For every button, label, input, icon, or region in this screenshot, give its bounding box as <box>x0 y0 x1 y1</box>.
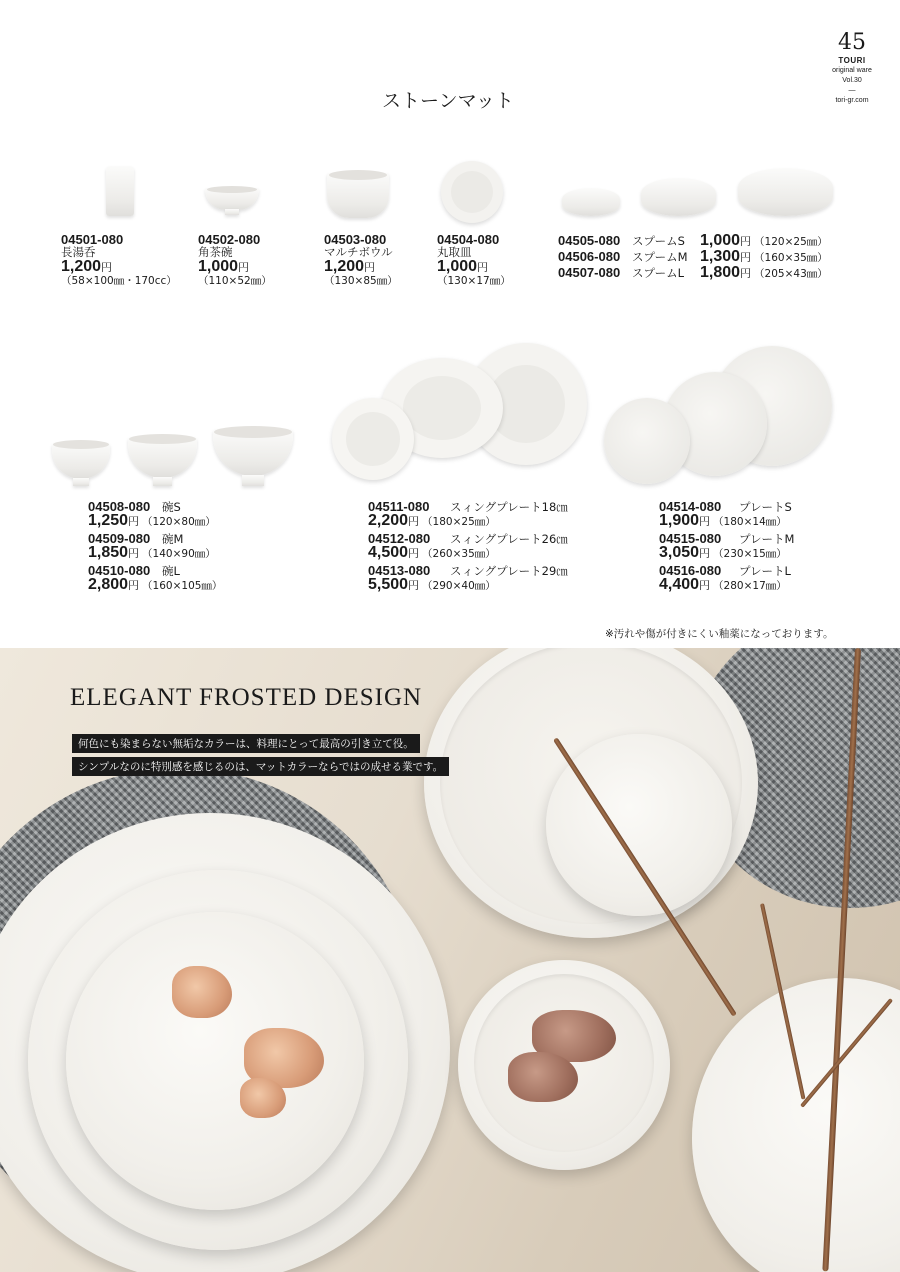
yen-label: 円 <box>740 235 752 248</box>
product-price: 1,000 <box>700 232 741 249</box>
yen-label: 円 <box>699 579 711 592</box>
product-name: プレートM <box>739 532 795 546</box>
product-price: 2,200 <box>368 512 409 529</box>
product-size: （260×35㎜） <box>422 548 496 560</box>
product-price: 1,200 <box>61 258 102 275</box>
product-code: 04501-080 <box>61 232 124 247</box>
product-price: 4,500 <box>368 544 409 561</box>
product-size: （58×100㎜・170cc） <box>61 275 177 287</box>
list-item <box>558 234 828 249</box>
bowl-s-image <box>52 440 110 486</box>
spoom-m-image <box>641 178 716 216</box>
product-name: プレートL <box>739 564 791 578</box>
brand-website: tori-gr.com <box>835 97 869 104</box>
product-size: （130×85㎜） <box>324 275 398 287</box>
yen-label: 円 <box>364 261 376 274</box>
yen-label: 円 <box>477 261 489 274</box>
product-code: 04509-080 <box>88 531 151 546</box>
sweet-3 <box>240 1078 286 1118</box>
yen-label: 円 <box>408 579 420 592</box>
plate-list <box>659 500 794 593</box>
product-size: （120×80㎜） <box>142 516 216 528</box>
product-name: 角茶碗 <box>198 245 233 259</box>
product-price: 3,050 <box>659 544 700 561</box>
brand-dash: — <box>848 87 856 94</box>
product-size: （120×25㎜） <box>754 236 828 248</box>
product-size: （180×25㎜） <box>422 516 496 528</box>
sweet-5 <box>508 1052 578 1102</box>
product-04502 <box>198 233 272 288</box>
product-price: 1,250 <box>88 512 129 529</box>
multi-bowl-image <box>327 170 389 218</box>
product-code: 04506-080 <box>558 249 621 264</box>
product-price: 1,800 <box>700 264 741 281</box>
yen-label: 円 <box>699 547 711 560</box>
product-size: （160×105㎜） <box>142 580 223 592</box>
spoom-list <box>558 234 828 281</box>
yen-label: 円 <box>740 251 752 264</box>
photo-caption-1: 何色にも染まらない無垢なカラーは、料理にとって最高の引き立て役。 <box>72 734 420 753</box>
product-name: スィングプレート26㎝ <box>450 532 568 546</box>
product-name: スプームL <box>632 266 685 280</box>
glaze-note: ※汚れや傷が付きにくい釉薬になっております。 <box>605 628 834 640</box>
product-code: 04504-080 <box>437 232 500 247</box>
product-size: （205×43㎜） <box>754 268 828 280</box>
product-price: 1,000 <box>198 258 239 275</box>
product-04503 <box>324 233 398 288</box>
yen-label: 円 <box>408 515 420 528</box>
page-number: 45 <box>838 30 866 55</box>
brand-subtitle: original ware <box>832 67 872 74</box>
bowl-m-image <box>128 434 197 486</box>
spoom-s-image <box>562 188 620 216</box>
product-price: 1,300 <box>700 248 741 265</box>
product-size: （230×15㎜） <box>713 548 787 560</box>
product-price: 1,900 <box>659 512 700 529</box>
yen-label: 円 <box>128 515 140 528</box>
bowl-l-image <box>213 426 293 486</box>
list-item-price <box>659 514 794 529</box>
product-price: 1,000 <box>437 258 478 275</box>
product-code: 04512-080 <box>368 531 431 546</box>
product-name: マルチボウル <box>324 245 393 259</box>
product-code: 04505-080 <box>558 233 621 248</box>
product-name: 長湯呑 <box>61 245 96 259</box>
product-price: 1,200 <box>324 258 365 275</box>
product-size: （130×17㎜） <box>437 275 511 287</box>
product-size: （110×52㎜） <box>198 275 272 287</box>
yen-label: 円 <box>740 267 752 280</box>
small-dish <box>546 734 732 916</box>
cup-image <box>106 166 134 216</box>
product-price: 4,400 <box>659 576 700 593</box>
list-item-price <box>88 514 222 529</box>
bowl-list <box>88 500 222 593</box>
spoom-l-image <box>738 168 833 216</box>
product-code: 04503-080 <box>324 232 387 247</box>
product-code: 04516-080 <box>659 563 722 578</box>
list-item-price <box>659 546 794 561</box>
product-code: 04513-080 <box>368 563 431 578</box>
yen-label: 円 <box>128 547 140 560</box>
product-code: 04510-080 <box>88 563 151 578</box>
product-name: スィングプレート29㎝ <box>450 564 568 578</box>
product-name: 碗M <box>162 532 184 546</box>
product-code: 04514-080 <box>659 499 722 514</box>
product-name: スプームS <box>632 234 685 248</box>
square-bowl-image <box>205 186 259 216</box>
list-item <box>558 250 828 265</box>
list-item <box>558 266 828 281</box>
product-code: 04502-080 <box>198 232 261 247</box>
list-item-price <box>659 578 794 593</box>
photo-heading: ELEGANT FROSTED DESIGN <box>70 684 423 711</box>
product-size: （290×40㎜） <box>422 580 496 592</box>
round-dish-image <box>441 161 503 223</box>
product-code: 04508-080 <box>88 499 151 514</box>
list-item-price <box>368 514 568 529</box>
brand-name: TOURI <box>838 56 866 65</box>
product-04504 <box>437 233 511 288</box>
product-name: 丸取皿 <box>437 245 472 259</box>
yen-label: 円 <box>238 261 250 274</box>
brand-block <box>826 56 878 106</box>
product-name: 碗L <box>162 564 180 578</box>
product-name: プレートS <box>739 500 792 514</box>
product-name: 碗S <box>162 500 181 514</box>
product-code: 04511-080 <box>368 499 430 514</box>
product-size: （280×17㎜） <box>713 580 787 592</box>
list-item-price <box>88 578 222 593</box>
list-item-price <box>368 578 568 593</box>
swing-plate-18-image <box>332 398 414 480</box>
swing-list <box>368 500 568 593</box>
product-size: （180×14㎜） <box>713 516 787 528</box>
photo-caption-2: シンプルなのに特別感を感じるのは、マットカラーならではの成せる業です。 <box>72 757 449 776</box>
list-item-price <box>88 546 222 561</box>
brand-volume: Vol.30 <box>842 77 862 84</box>
product-price: 1,850 <box>88 544 129 561</box>
yen-label: 円 <box>101 261 113 274</box>
product-code: 04507-080 <box>558 265 621 280</box>
product-04501 <box>61 233 177 288</box>
plate-s-image <box>604 398 690 484</box>
product-code: 04515-080 <box>659 531 722 546</box>
product-price: 5,500 <box>368 576 409 593</box>
product-size: （160×35㎜） <box>754 252 828 264</box>
product-name: スィングプレート18㎝ <box>450 500 568 514</box>
product-price: 2,800 <box>88 576 129 593</box>
yen-label: 円 <box>128 579 140 592</box>
yen-label: 円 <box>408 547 420 560</box>
yen-label: 円 <box>699 515 711 528</box>
product-name: スプームM <box>632 250 688 264</box>
page-title: ストーンマット <box>382 90 514 112</box>
list-item-price <box>368 546 568 561</box>
product-size: （140×90㎜） <box>142 548 216 560</box>
